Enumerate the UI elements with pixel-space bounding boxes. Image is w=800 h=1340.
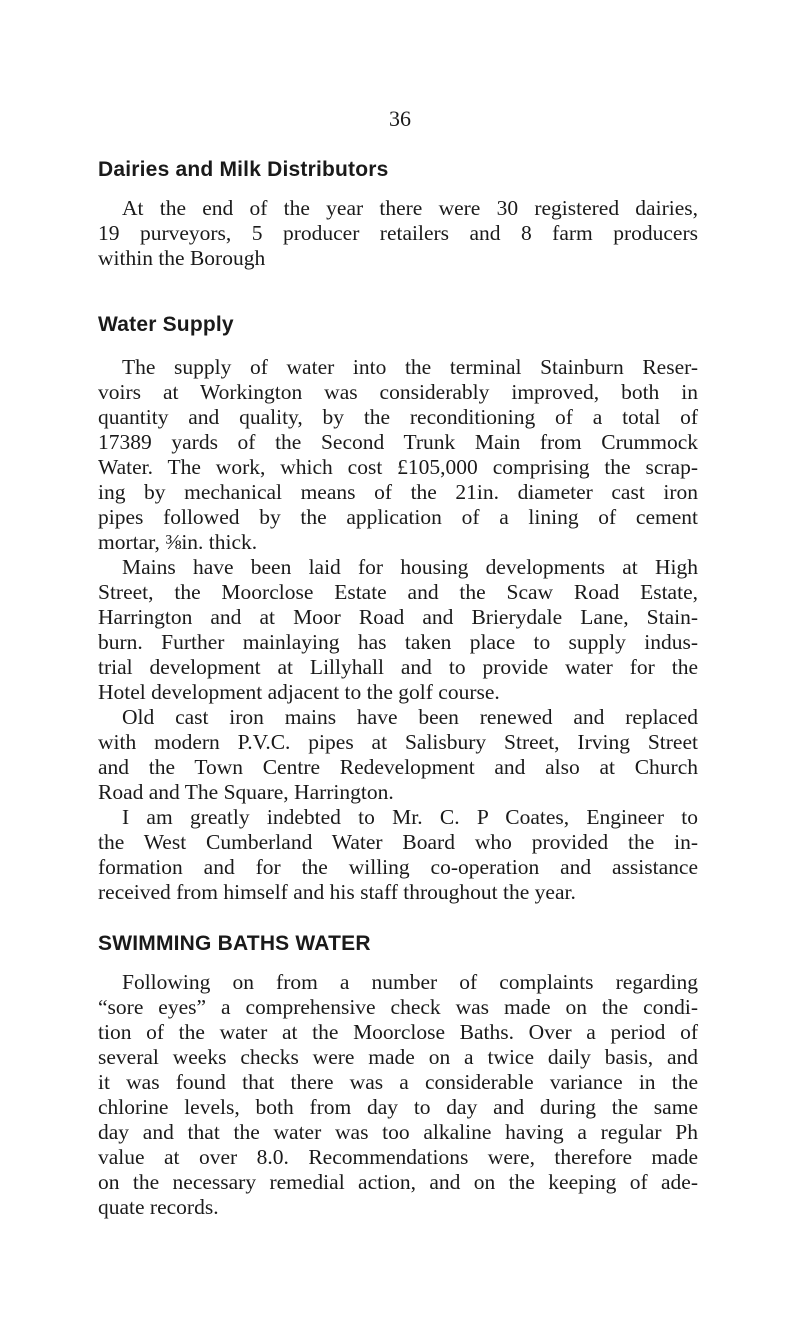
text-line: the West Cumberland Water Board who provided the in- [98,830,698,854]
text-line: At the end of the year there were 30 registered dairies, [122,196,698,220]
text-line: 17389 yards of the Second Trunk Main from Crummock [98,430,698,454]
text-line: quantity and quality, by the reconditioning of a total of [98,405,698,429]
text-line: on the necessary remedial action, and on the keeping of ade- [98,1170,698,1194]
page-number: 36 [389,106,411,131]
text-line: Road and The Square, Harrington. [98,780,394,804]
text-line: it was found that there was a considerable variance in the [98,1070,698,1094]
text-line: burn. Further mainlaying has taken place to supply indus- [98,630,698,654]
text-line: tion of the water at the Moorclose Baths. Over a period of [98,1020,698,1044]
text-line: Harrington and at Moor Road and Brierydale Lane, Stain- [98,605,698,629]
text-line: value at over 8.0. Recommendations were, therefore made [98,1145,698,1169]
text-line: and the Town Centre Redevelopment and also at Church [98,755,698,779]
text-line: Mains have been laid for housing developments at High [122,555,698,579]
text-line: several weeks checks were made on a twice daily basis, and [98,1045,698,1069]
heading-water-supply: Water Supply [98,313,234,336]
paragraph-water-4 [98,805,698,905]
text-line: within the Borough [98,246,266,270]
paragraph-water-2 [98,555,698,705]
text-line: “sore eyes” a comprehensive check was made on the condi- [98,995,698,1019]
text-line: formation and for the willing co-operation and assistance [98,855,698,879]
text-line: Old cast iron mains have been renewed and replaced [122,705,698,729]
text-line: Following on from a number of complaints regarding [122,970,698,994]
heading-swimming-baths: SWIMMING BATHS WATER [98,932,371,955]
text-line: received from himself and his staff throughout the year. [98,880,576,904]
text-line: day and that the water was too alkaline having a regular Ph [98,1120,698,1144]
text-line: Street, the Moorclose Estate and the Scaw Road Estate, [98,580,698,604]
text-line: chlorine levels, both from day to day and during the same [98,1095,698,1119]
paragraph-dairies [98,196,698,271]
text-line: mortar, ⅜in. thick. [98,530,258,554]
text-line: trial development at Lillyhall and to provide water for the [98,655,698,679]
text-line: voirs at Workington was considerably improved, both in [98,380,698,404]
paragraph-water-3 [98,705,698,805]
paragraph-water-1 [98,355,698,555]
paragraph-swimming [98,970,698,1220]
text-line: 19 purveyors, 5 producer retailers and 8 farm producers [98,221,698,245]
text-line: I am greatly indebted to Mr. C. P Coates, Engineer to [122,805,698,829]
text-line: quate records. [98,1195,219,1219]
text-line: with modern P.V.C. pipes at Salisbury Street, Irving Street [98,730,698,754]
text-line: ing by mechanical means of the 21in. diameter cast iron [98,480,698,504]
text-line: pipes followed by the application of a lining of cement [98,505,698,529]
text-line: Water. The work, which cost £105,000 comprising the scrap- [98,455,698,479]
text-line: The supply of water into the terminal Stainburn Reser- [122,355,698,379]
heading-dairies: Dairies and Milk Distributors [98,158,389,181]
text-line: Hotel development adjacent to the golf course. [98,680,500,704]
